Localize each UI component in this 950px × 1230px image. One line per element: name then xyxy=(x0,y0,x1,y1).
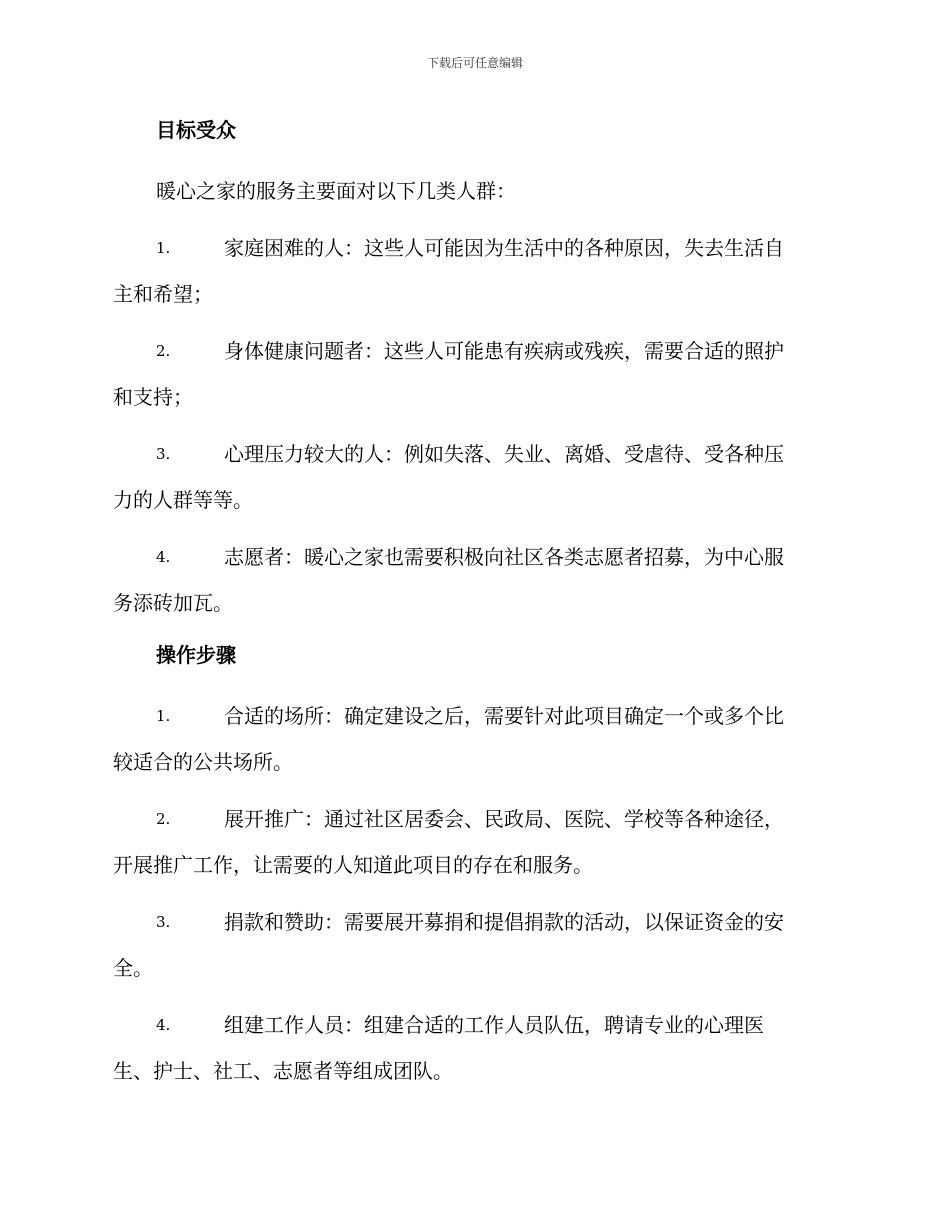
list-item-number: 3. xyxy=(156,445,171,463)
list-item-number: 2. xyxy=(156,810,171,828)
list-item-continuation: 务添砖加瓦。 xyxy=(113,591,233,615)
list-item-continuation: 力的人群等等。 xyxy=(113,488,253,512)
list-item-continuation: 主和希望； xyxy=(113,282,213,306)
list-item xyxy=(113,431,833,523)
list-item-text: 志愿者：暖心之家也需要积极向社区各类志愿者招募，为中心服 xyxy=(224,545,784,569)
list-item xyxy=(113,693,833,785)
list-item-number: 4. xyxy=(156,1016,171,1034)
list-item-continuation: 较适合的公共场所。 xyxy=(113,750,293,774)
list-item-text: 心理压力较大的人：例如失落、失业、离婚、受虐待、受各种压 xyxy=(224,442,784,466)
section-heading-target-audience: 目标受众 xyxy=(156,118,236,142)
list-item-text: 身体健康问题者：这些人可能患有疾病或残疾，需要合适的照护 xyxy=(224,339,784,363)
section-heading-operation-steps: 操作步骤 xyxy=(156,643,236,667)
list-item-continuation: 生、护士、社工、志愿者等组成团队。 xyxy=(113,1059,453,1083)
page-header-note: 下载后可任意编辑 xyxy=(426,56,523,70)
list-item xyxy=(113,534,833,626)
list-item-number: 2. xyxy=(156,342,171,360)
list-item-text: 组建工作人员：组建合适的工作人员队伍，聘请专业的心理医 xyxy=(224,1013,764,1037)
list-item-continuation: 开展推广工作，让需要的人知道此项目的存在和服务。 xyxy=(113,853,593,877)
list-item-continuation: 和支持； xyxy=(113,385,193,409)
list-item-text: 捐款和赞助：需要展开募捐和提倡捐款的活动，以保证资金的安 xyxy=(224,910,784,934)
list-item-text: 家庭困难的人：这些人可能因为生活中的各种原因，失去生活自 xyxy=(224,236,784,260)
list-item-number: 3. xyxy=(156,913,171,931)
list-item-number: 4. xyxy=(156,548,171,566)
list-item-text: 展开推广：通过社区居委会、民政局、医院、学校等各种途径， xyxy=(224,807,784,831)
list-item xyxy=(113,225,833,317)
list-item-text: 合适的场所：确定建设之后，需要针对此项目确定一个或多个比 xyxy=(224,704,784,728)
document-body xyxy=(113,112,833,1105)
section-intro: 暖心之家的服务主要面对以下几类人群： xyxy=(156,179,516,203)
list-item xyxy=(113,796,833,888)
list-item-number: 1. xyxy=(156,707,171,725)
list-item-continuation: 全。 xyxy=(113,956,153,980)
list-item xyxy=(113,328,833,420)
list-item xyxy=(113,899,833,991)
list-item-number: 1. xyxy=(156,239,171,257)
list-item xyxy=(113,1002,833,1094)
